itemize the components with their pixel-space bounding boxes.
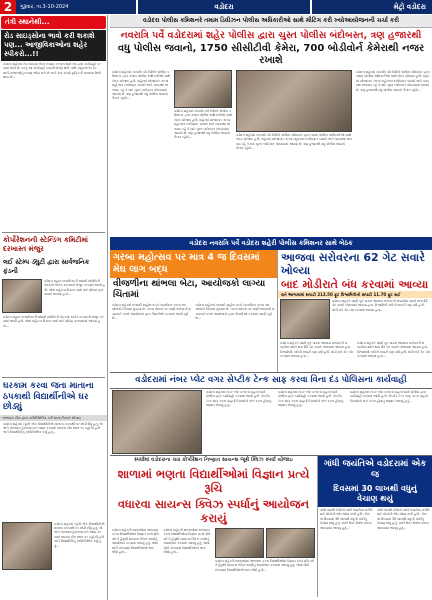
story2-subheadline: લઈ સ્ટેમ્પ ડ્યુટી દ્વારા સાર્વજનિક ફંડની bbox=[3, 258, 90, 275]
science-strip: સ્પર્ધામાં વડોદરાના ચાર કોર્પોરેશન નિષ્ણાત સાયન્સ જૂથે ક્વિઝ સ્પર્ધા યોજાઇ bbox=[134, 457, 293, 463]
lead-body: વડોદરા શહેરમાં નવરાત્રિ પર્વ નિમિત્તે પોલીસ કમિશનર દ્વારા તમામ પોલીસ અધિકારીઓ સાથે બેઠક યોજાઇ હતી. શહેરમાં યોજાનાર ગરબા મહોત્સવ દરમિયાન કાયદો અને વ્યવસ્થા જળવાઇ રહે તે માટે ચુસ્ત બંદોબસ્ત ગોઠવવામાં આવ્યો છે. ત્રણ હજારથી વધુ પોલીસ જવાનો તૈનાત રહેશે... bbox=[174, 109, 232, 140]
story3-caption: અભયમ ટીમ દ્વારા કાઉન્સિલિંગ કરી માતા-પિતાને સોંપાઇ bbox=[0, 415, 107, 421]
second-row bbox=[110, 250, 432, 372]
science-photo bbox=[215, 528, 264, 558]
gandhi-body: ગાંધી જયંતિ નિમિત્તે ખાદી ભંડારોમાં ખરીદી માટે લોકોની ભીડ જોવા મળી હતી. એક જ દિવસમાં 30 લાખથી વધુની ખાદીનું વેચાણ થયું હતું. ખાદી ઉપર વિશેષ વળતર આપવામાં આવ્યું હતું... bbox=[320, 508, 373, 530]
section-label: મેટ્રો વડોદરા bbox=[312, 0, 432, 14]
story3-photos bbox=[0, 521, 107, 571]
gandhi-headline-line1: ગાંધી જયંતિએ વડોદરામાં એક જ bbox=[318, 456, 432, 484]
lead-body: વડોદરા શહેરમાં નવરાત્રિ પર્વ નિમિત્તે પોલીસ કમિશનર દ્વારા તમામ પોલીસ અધિકારીઓ સાથે બેઠક યોજાઇ હતી. શહેરમાં યોજાનાર ગરબા મહોત્સવ દરમિયાન કાયદો અને વ્યવસ્થા જળવાઇ રહે તે માટે ચુસ્ત બંદોબસ્ત ગોઠવવામાં આવ્યો છે. ત્રણ હજારથી વધુ પોલીસ જવાનો તૈનાત રહેશે... bbox=[236, 133, 352, 151]
lead-photo-block bbox=[234, 69, 354, 237]
lead-caption-bar: વડોદરા નવરાત્રિ પર્વે વડોદરા શહેરી પોલીસ કમિશનર સાથે બેઠક bbox=[110, 237, 432, 250]
septic-body: વડોદરા શહેરમાં નંબર પ્લેટ વગરના વાહનો સામે પોલીસ દ્વારા કાર્યવાહી કરવામાં આવી હતી. સેપ્ટીક ટેન્ક સાફ કરતા વાહનો નિયમોનો ભંગ કરતા હોવાનું જણાઇ આવ્યું હતું... bbox=[206, 390, 272, 408]
dam-photos bbox=[278, 298, 432, 340]
science-columns bbox=[110, 527, 317, 597]
science-photo bbox=[266, 528, 315, 558]
garba-body: વડોદરા શહેરમાં વરસાદી માહોલ વચ્ચે નવરાત્રિના ગરબા આયોજકો ચિંતામાં મુકાયા છે. ગરબા મેદાનો પર પાણી ભરાવાની શક્યતાને પગલે આયોજકો દ્વારા તૈયારીઓ કરવામાં આવી રહી છે... bbox=[112, 303, 191, 321]
septic-row bbox=[110, 389, 432, 455]
story2-headline: કોર્પોરેશનની સ્ટેન્ડિંગ કમિટીમાં દરખાસ્ત મંજુર bbox=[3, 236, 89, 253]
dam-body: વડોદરા શહેરને પાણી પૂરું પાડતા આજવા સરોવરની સપાટીમાં વધારો થતા 62 ગેટ સવારે ખોલવામાં આવ્યા હતા. વિશ્વામિત્રી નદીની સપાટી પણ વધી હતી. મોડી રાત્રે ગેટ બંધ કરવામાં આવ્યા હતા... bbox=[357, 341, 430, 359]
story2-body: વડોદરા મહાનગરપાલિકાની સ્થાયી સમિતિની બેઠકમાં અનેક દરખાસ્તો મંજુર કરવામાં આવી હતી. જેમાં શહેરના વિકાસ કામો માટે રૂપિયા ફાળવવામાં આવ્યા હતા... bbox=[44, 279, 105, 297]
story3-headline: ઘરકામ કરવા જતા માતાના ઠપકાથી વિદ્યાર્થીનીએ ઘર છોડ્યું bbox=[3, 381, 94, 412]
divider bbox=[2, 232, 105, 233]
garba-columns bbox=[110, 302, 277, 372]
bottom-row bbox=[110, 455, 432, 597]
septic-columns bbox=[204, 389, 432, 455]
gandhi-body: ગાંધી જયંતિ નિમિત્તે ખાદી ભંડારોમાં ખરીદી માટે લોકોની ભીડ જોવા મળી હતી. એક જ દિવસમાં 30 લાખથી વધુની ખાદીનું વેચાણ થયું હતું. ખાદી ઉપર વિશેષ વળતર આપવામાં આવ્યું હતું... bbox=[377, 508, 430, 530]
editorial-subtitle: રોડ સાઇડ્સોના ભાવો કરી શકાશે પણ... આજીવિકાઓના શહેર સ્પીકરો...!! bbox=[1, 30, 106, 61]
septic-headline: વડોદરામાં નંબર પ્લેટ વગર સેપ્ટીક ટેન્ક સાફ કરવા વિના દંડ પોલિસના કાર્યવાહી bbox=[110, 372, 432, 389]
science-body: વડોદરા શહેરની શાળાઓમાં અભ્યાસ કરતા વિદ્યાર્થીઓમાં વિજ્ઞાન પ્રત્યે રૂચિ વધે તે હેતુથી સાયન્સ ક્વિઝ સ્પર્ધાનું આયોજન કરવામાં આવ્યું હતું. જેમાં મોટી સંખ્યામાં વિદ્યાર્થીઓએ ભાગ લીધો હતો... bbox=[163, 528, 211, 555]
science-body: વડોદરા શહેરની શાળાઓમાં અભ્યાસ કરતા વિદ્યાર્થીઓમાં વિજ્ઞાન પ્રત્યે રૂચિ વધે તે હેતુથી સાયન્સ ક્વિઝ સ્પર્ધાનું આયોજન કરવામાં આવ્યું હતું. જેમાં મોટી સંખ્યામાં વિદ્યાર્થીઓએ ભાગ લીધો હતો... bbox=[112, 528, 159, 555]
story2-body-continued: વડોદરા મહાનગરપાલિકાની સ્થાયી સમિતિની બેઠકમાં અનેક દરખાસ્તો મંજુર કરવામાં આવી હતી. જેમાં શહેરના વિકાસ કામો માટે રૂપિયા ફાળવવામાં આવ્યા હતા... bbox=[3, 315, 104, 328]
lead-photo-small bbox=[174, 70, 232, 108]
editorial-column-title: તંત્રી સ્થાનેથી... bbox=[1, 16, 106, 29]
dam-body: વડોદરા શહેરને પાણી પૂરું પાડતા આજવા સરોવરની સપાટીમાં વધારો થતા 62 ગેટ સવારે ખોલવામાં આવ્યા હતા. વિશ્વામિત્રી નદીની સપાટી પણ વધી હતી. મોડી રાત્રે ગેટ બંધ કરવામાં આવ્યા હતા... bbox=[332, 299, 428, 312]
main-area bbox=[110, 15, 432, 600]
garba-story bbox=[110, 250, 278, 372]
lead-middle bbox=[172, 69, 234, 237]
science-headline-line1: શાળામાં ભણતા વિદ્યાર્થીઓમાં વિજ્ઞાન પ્રત્યે રૂચિ bbox=[117, 467, 310, 495]
garba-body: વડોદરા શહેરમાં વરસાદી માહોલ વચ્ચે નવરાત્રિના ગરબા આયોજકો ચિંતામાં મુકાયા છે. ગરબા મેદાનો પર પાણી ભરાવાની શક્યતાને પગલે આયોજકો દ્વારા તૈયારીઓ કરવામાં આવી રહી છે... bbox=[195, 303, 275, 321]
dam-story bbox=[278, 250, 432, 372]
lead-body: વડોદરા શહેરમાં નવરાત્રિ પર્વ નિમિત્તે પોલીસ કમિશનર દ્વારા તમામ પોલીસ અધિકારીઓ સાથે બેઠક યોજાઇ હતી. શહેરમાં યોજાનાર ગરબા મહોત્સવ દરમિયાન કાયદો અને વ્યવસ્થા જળવાઇ રહે તે માટે ચુસ્ત બંદોબસ્ત ગોઠવવામાં આવ્યો છે. ત્રણ હજારથી વધુ પોલીસ જવાનો તૈનાત રહેશે... bbox=[356, 70, 430, 92]
gandhi-headline-line2: દિવસમાં 30 લાખથી વધુનું વેચાણ થયું bbox=[318, 484, 432, 507]
gandhi-story bbox=[318, 456, 432, 597]
dam-photo bbox=[280, 299, 330, 339]
divider bbox=[2, 377, 105, 378]
lead-headline-line1: નવરાત્રિ પર્વે વડોદરામાં શહેર પોલીસ દ્વારા ચુસ્ત પોલીસ બંદોબસ્ત, ત્રણ હજારથી bbox=[120, 30, 422, 41]
city-label: વડોદરા bbox=[138, 0, 310, 14]
dam-info-bar: રાતે આજવામાં સપાટી 213.50 ફૂટ વિશ્વામિત્રીની સપાટી 11.70 ફૂટ થઈ bbox=[278, 291, 432, 298]
science-headline-line2: વધારવા સાયન્સ ક્વિઝ સ્પર્ધાનું આયોજન કરાયું bbox=[117, 497, 310, 525]
story2-photo bbox=[2, 279, 42, 313]
lead-kicker: વડોદરા પોલીસ કમિશનરે તમામ ડિવીઝન પોલીસ અધિકારીઓ સાથે મીટિંગ કરી ખ્યોઆયોજનની ચર્ચા કરી bbox=[110, 15, 432, 28]
science-body: વડોદરા શહેરની શાળાઓમાં અભ્યાસ કરતા વિદ્યાર્થીઓમાં વિજ્ઞાન પ્રત્યે રૂચિ વધે તે હેતુથી સાયન્સ ક્વિઝ સ્પર્ધાનું આયોજન કરવામાં આવ્યું હતું. જેમાં મોટી સંખ્યામાં વિદ્યાર્થીઓએ ભાગ લીધો હતો... bbox=[215, 559, 314, 572]
page-header bbox=[0, 0, 432, 14]
dam-columns bbox=[278, 340, 432, 370]
septic-body: વડોદરા શહેરમાં નંબર પ્લેટ વગરના વાહનો સામે પોલીસ દ્વારા કાર્યવાહી કરવામાં આવી હતી. સેપ્ટીક ટેન્ક સાફ કરતા વાહનો નિયમોનો ભંગ કરતા હોવાનું જણાઇ આવ્યું હતું... bbox=[350, 390, 428, 403]
garba-headline: ગરબા મહોત્સવ પર માત્ર 4 જ દિવસમાં મેઘ લાગ બદ્ધ bbox=[110, 250, 277, 278]
dam-body: વડોદરા શહેરને પાણી પૂરું પાડતા આજવા સરોવરની સપાટીમાં વધારો થતા 62 ગેટ સવારે ખોલવામાં આવ્યા હતા. વિશ્વામિત્રી નદીની સપાટી પણ વધી હતી. મોડી રાત્રે ગેટ બંધ કરવામાં આવ્યા હતા... bbox=[280, 341, 353, 359]
gandhi-columns bbox=[318, 507, 432, 585]
left-column bbox=[0, 15, 108, 600]
lead-story-columns bbox=[110, 69, 432, 237]
story3-photo bbox=[2, 522, 52, 570]
septic-body: વડોદરા શહેરમાં નંબર પ્લેટ વગરના વાહનો સામે પોલીસ દ્વારા કાર્યવાહી કરવામાં આવી હતી. સેપ્ટીક ટેન્ક સાફ કરતા વાહનો નિયમોનો ભંગ કરતા હોવાનું જણાઇ આવ્યું હતું... bbox=[278, 390, 344, 408]
story3-body-end: વડોદરા શહેરમાં રહેતી એક વિદ્યાર્થીનીએ માતાના ઠપકાથી ઘર છોડી દીધું હતું. જે અંગે અભયમ હેલ્પલાઇનને જાણ કરવામાં આવતા ટીમ સ્થળ પર પહોંચી હતી અને વિદ્યાર્થીનીનું કાઉન્સિલિંગ કર્યું હતું... bbox=[54, 521, 105, 548]
science-story bbox=[110, 456, 318, 597]
issue-date: ગુરૂવાર, તા.3-10-2024 bbox=[16, 0, 136, 14]
lead-headline-line2: વધુ પોલીસ જવાનો, 1750 સીસીટીવી કેમેરા, 700 બોડીવોર્ન કેમેરાથી નજર રખાશે bbox=[117, 43, 425, 66]
septic-photo bbox=[112, 390, 202, 454]
page-number: 2 bbox=[0, 0, 16, 14]
story2-row bbox=[0, 278, 107, 314]
story3-body: વડોદરા શહેરમાં રહેતી એક વિદ્યાર્થીનીએ માતાના ઠપકાથી ઘર છોડી દીધું હતું. જે અંગે અભયમ હેલ્પલાઇનને જાણ કરવામાં આવતા ટીમ સ્થળ પર પહોંચી હતી અને વિદ્યાર્થીનીનું કાઉન્સિલિંગ કર્યું હતું... bbox=[3, 421, 103, 435]
science-photos bbox=[213, 527, 317, 597]
lead-body: વડોદરા શહેરમાં નવરાત્રિ પર્વ નિમિત્તે પોલીસ કમિશનર દ્વારા તમામ પોલીસ અધિકારીઓ સાથે બેઠક યોજાઇ હતી. શહેરમાં યોજાનાર ગરબા મહોત્સવ દરમિયાન કાયદો અને વ્યવસ્થા જળવાઇ રહે તે માટે ચુસ્ત બંદોબસ્ત ગોઠવવામાં આવ્યો છે. ત્રણ હજારથી વધુ પોલીસ જવાનો તૈનાત રહેશે... bbox=[112, 70, 170, 101]
editorial-body: વડોદરા શહેરમાં રોડ સાઇડ્સ ઉપર દબાણ કરનારા સામે તંત્ર દ્વારા કાર્યવાહી કરવામાં આવે છે. પરંતુ આ કાર્યવાહી કાયમી ધોરણે થતી નથી. શહેરમાં ઠેર ઠેર લારી-ગલ્લાઓનું દબાણ જોવા મળે છે અને તેના કારણે ટ્રાફિકની સમસ્યા ઉભી થાય છે... bbox=[3, 62, 101, 80]
dam-headline: આજવા સરોવરના 62 ગેટ સવારે ખોલ્યા bbox=[281, 251, 425, 277]
science-photo-row bbox=[215, 528, 315, 558]
garba-subheadline: વીજળીના થાંભલા બેટા, આયોજકો લાગ્યા ચિંતામાં bbox=[113, 279, 266, 300]
lead-photo-main bbox=[236, 70, 352, 132]
dam-subheadline: બાદ મોડીરાતે બંધ કરવામાં આવ્યા bbox=[281, 278, 429, 291]
